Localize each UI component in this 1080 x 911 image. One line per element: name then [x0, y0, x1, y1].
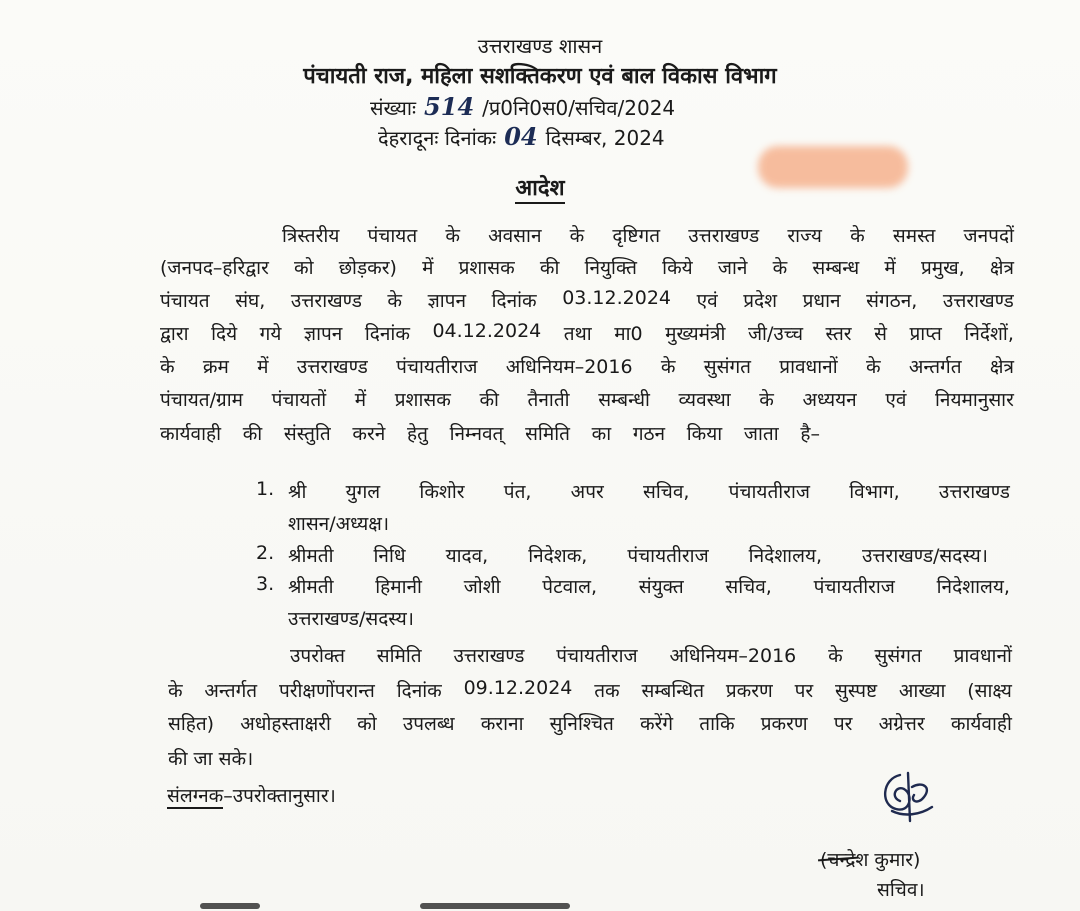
enclosure-text: –उपरोक्तानुसार। — [223, 785, 336, 807]
order-title-text: आदेश — [515, 176, 564, 204]
para2-line: के अन्तर्गत परीक्षणोंपरान्त दिनांक 09.12.2024 तक सम्बन्धित प्रकरण पर सुस्पष्ट आख्या (साक्ष्य — [168, 677, 1012, 702]
para1-line: कार्यवाही की संस्तुति करने हेतु निम्नवत् समिति का गठन किया जाता है– — [160, 423, 820, 445]
member-line: श्रीमती निधि यादव, निदेशक, पंचायतीराज निदेशालय, उत्तराखण्ड/सदस्य। — [288, 545, 988, 567]
para2-line: उपरोक्त समिति उत्तराखण्ड पंचायतीराज अधिनियम–2016 के सुसंगत प्रावधानों — [290, 645, 1012, 667]
member-number: 3. — [256, 573, 275, 595]
date-day-handwritten: 04 — [504, 122, 538, 151]
enclosure-label: संलग्नक — [167, 785, 224, 807]
para1-line: के क्रम में उत्तराखण्ड पंचायतीराज अधिनियम–2016 के सुसंगत प्रावधानों के अन्तर्गत क्षेत्र — [160, 356, 1014, 378]
issue-date — [378, 122, 665, 151]
para1-line: पंचायत संघ, उत्तराखण्ड के ज्ञापन दिनांक 03.12.2024 एवं प्रदेश प्रधान संगठन, उत्तराखण्ड — [160, 287, 1014, 312]
member-number: 1. — [256, 478, 275, 500]
member-line: शासन/अध्यक्ष। — [288, 513, 390, 535]
department-heading: पंचायती राज, महिला सशक्तिकरण एवं बाल विकास विभाग — [303, 64, 777, 89]
order-title — [0, 172, 1080, 202]
para2-line: सहित) अधोहस्ताक्षरी को उपलब्ध कराना सुनिश्चित करेंगे ताकि प्रकरण पर अग्रेत्तर कार्यवाही — [168, 713, 1012, 735]
signatory-name: (चन्द्रेश कुमार) — [820, 849, 921, 871]
para2-line: की जा सके। — [168, 748, 254, 770]
enclosure-note — [167, 782, 336, 808]
para1-line: त्रिस्तरीय पंचायत के अवसान के दृष्टिगत उत्तराखण्ड राज्य के समस्त जनपदों — [282, 225, 1014, 247]
reference-number — [370, 92, 675, 121]
para1-line: (जनपद–हरिद्वार को छोड़कर) में प्रशासक की नियुक्ति किये जाने के सम्बन्ध में प्रमुख, क्षेत्र — [160, 257, 1014, 279]
date-prefix: देहरादूनः दिनांकः — [378, 126, 497, 150]
para1-line: पंचायत/ग्राम पंचायतों में प्रशासक की तैनाती सम्बन्धी व्यवस्था के अध्ययन एवं नियमानुसार — [160, 389, 1014, 411]
member-number: 2. — [256, 542, 275, 564]
member-line: श्रीमती हिमानी जोशी पेटवाल, संयुक्त सचिव, पंचायतीराज निदेशालय, — [288, 576, 1010, 598]
signatory-designation: सचिव। — [877, 879, 925, 901]
member-line: उत्तराखण्ड/सदस्य। — [288, 608, 414, 630]
para1-line: द्वारा दिये गये ज्ञापन दिनांक 04.12.2024 तथा मा0 मुख्यमंत्री जी/उच्च स्तर से प्राप्त निर्देशों, — [160, 320, 1014, 345]
date-rest: दिसम्बर, 2024 — [545, 126, 665, 150]
ref-suffix: /प्र0नि0स0/सचिव/2024 — [482, 96, 676, 120]
member-line: श्री युगल किशोर पंत, अपर सचिव, पंचायतीराज विभाग, उत्तराखण्ड — [288, 481, 1010, 503]
handwritten-signature — [870, 765, 950, 825]
cut-off-text — [420, 903, 570, 909]
government-heading: उत्तराखण्ड शासन — [477, 34, 603, 58]
ref-number-handwritten: 514 — [424, 92, 475, 121]
cut-off-text — [200, 903, 260, 909]
ref-prefix: संख्याः — [370, 96, 417, 120]
